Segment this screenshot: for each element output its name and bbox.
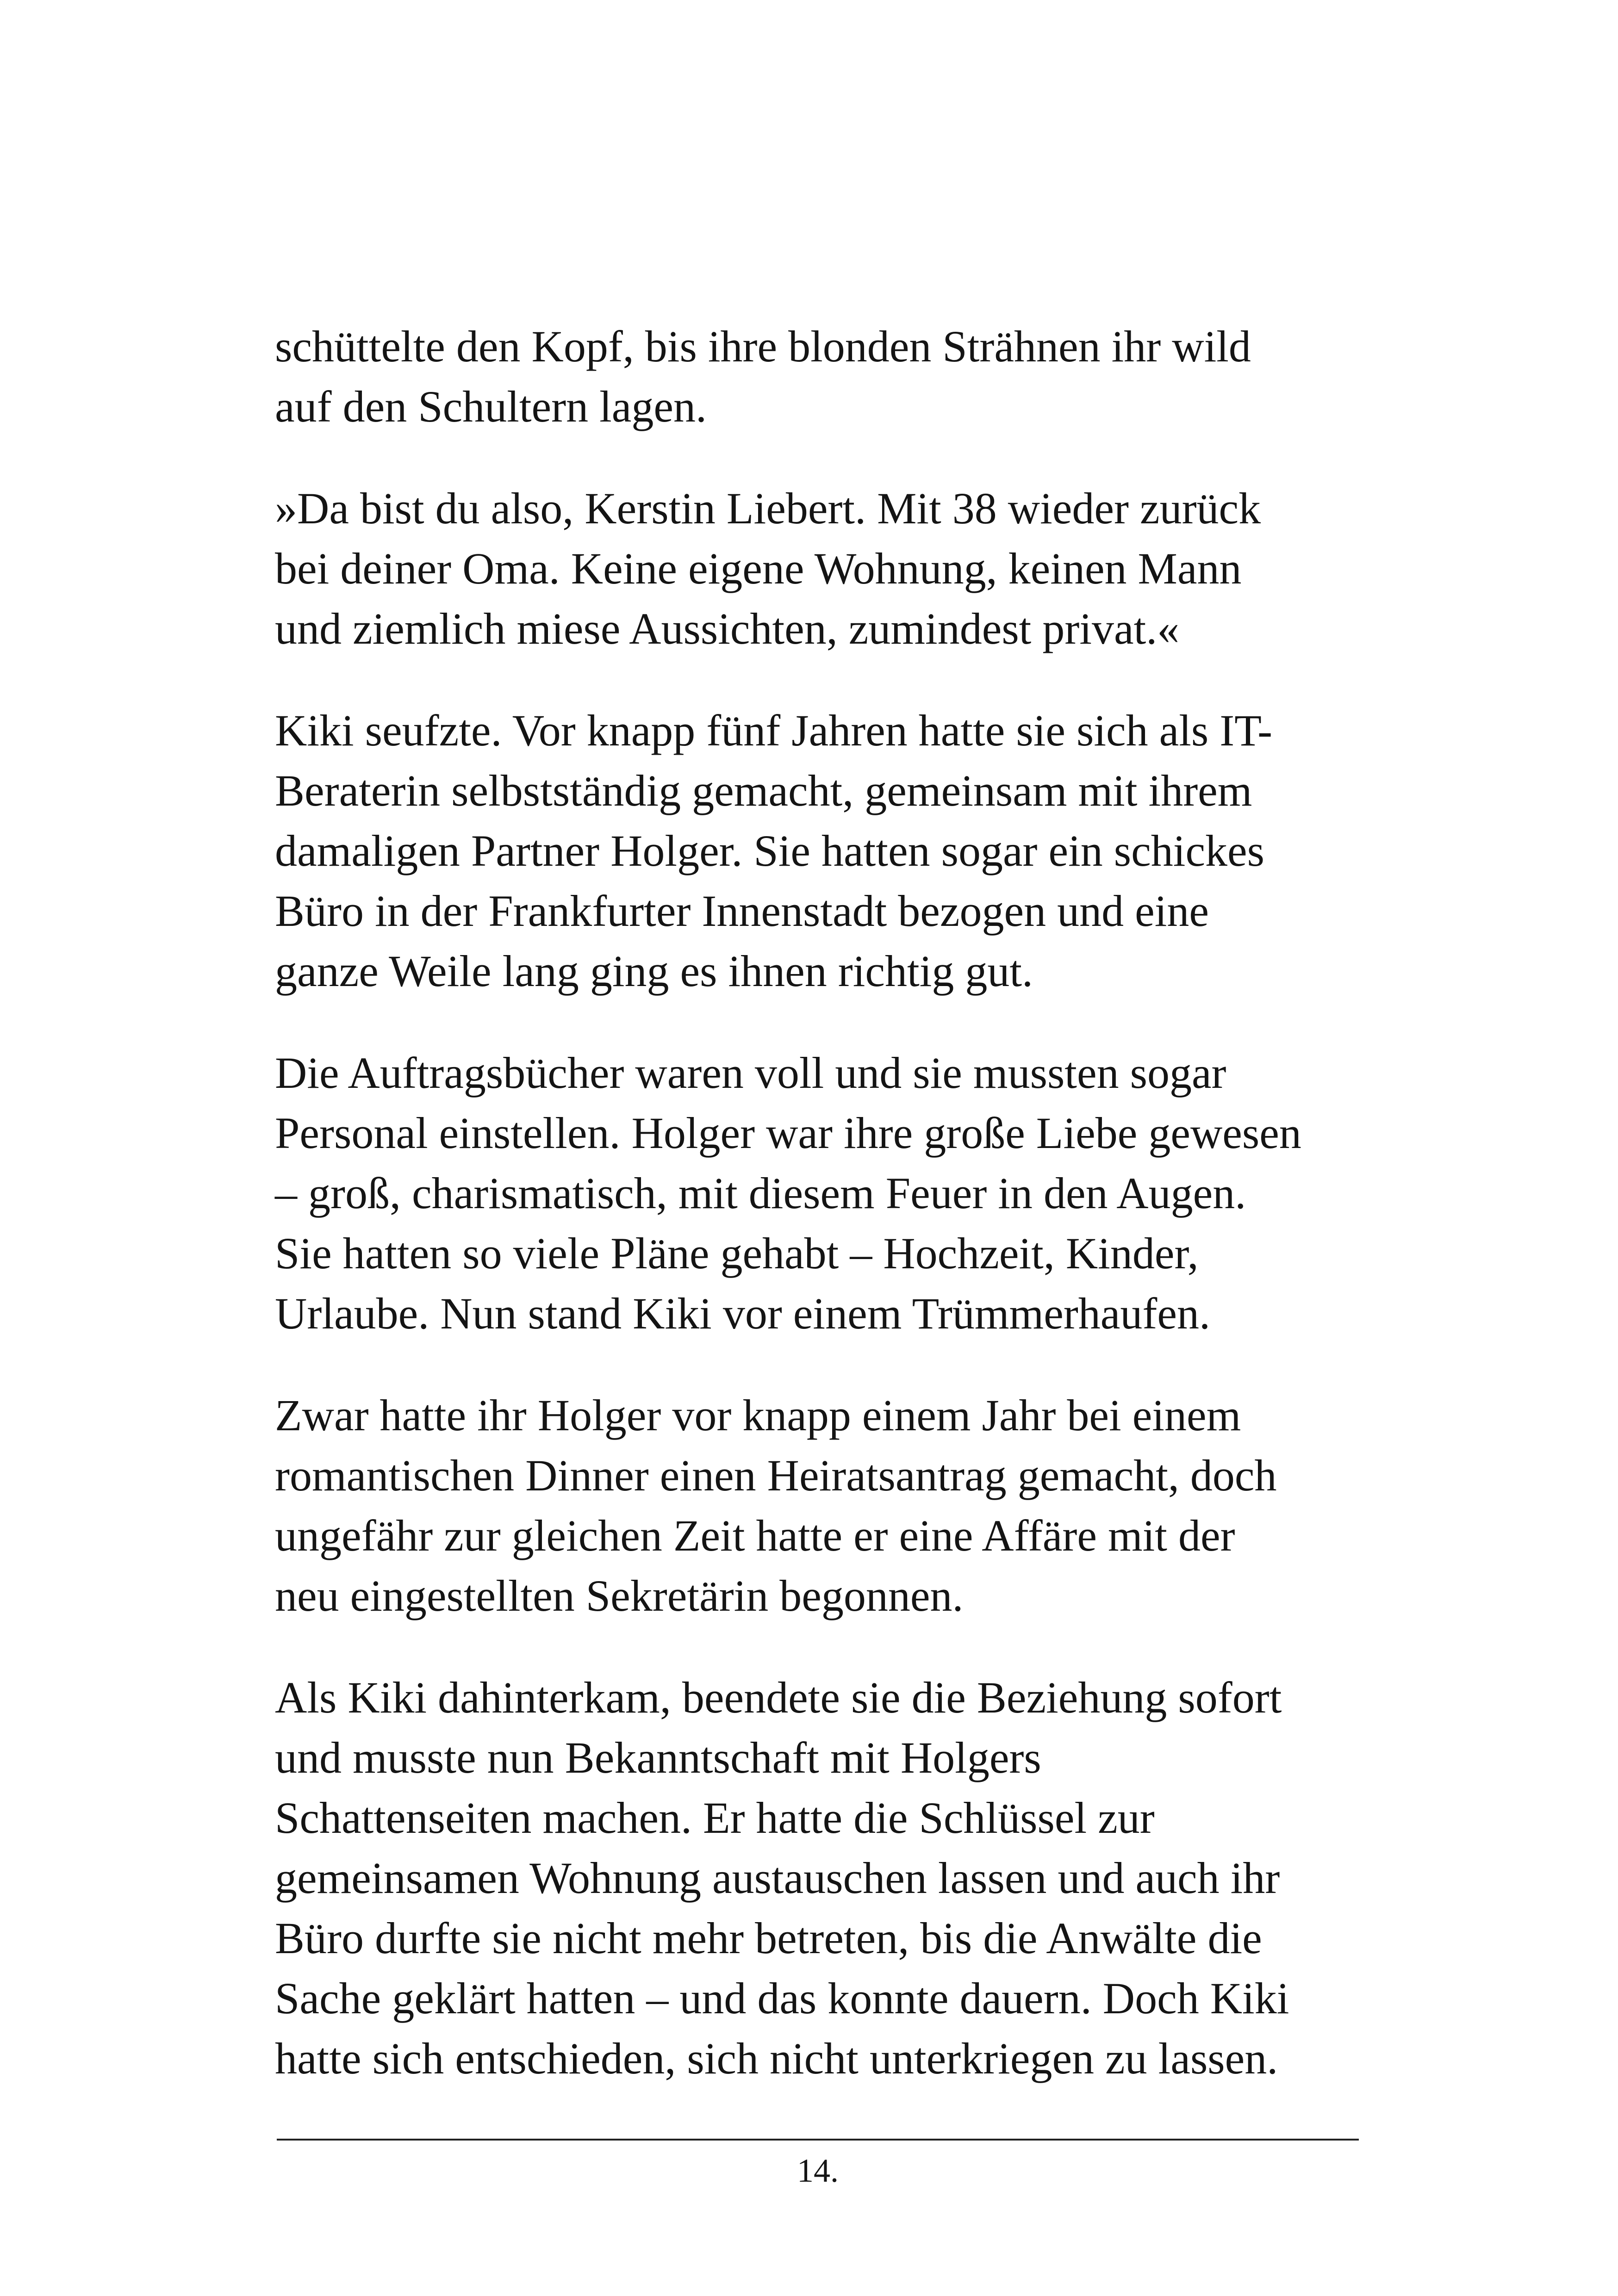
footer-rule (277, 2139, 1359, 2141)
text-line: schüttelte den Kopf, bis ihre blonden Strähnen ihr wild (275, 322, 1251, 371)
text-line: gemeinsamen Wohnung austauschen lassen und auch ihr (275, 1853, 1280, 1903)
text-line: Beraterin selbstständig gemacht, gemeinsam mit ihrem (275, 766, 1252, 815)
page-number: 14. (797, 2152, 839, 2189)
text-line: Schattenseiten machen. Er hatte die Schlüssel zur (275, 1793, 1155, 1843)
text-line: – groß, charismatisch, mit diesem Feuer in den Augen. (275, 1168, 1246, 1218)
text-line: Kiki seufzte. Vor knapp fünf Jahren hatte sie sich als IT- (275, 706, 1273, 755)
text-line: und ziemlich miese Aussichten, zumindest privat.« (275, 604, 1180, 653)
text-line: und musste nun Bekanntschaft mit Holgers (275, 1733, 1041, 1782)
text-line: hatte sich entschieden, sich nicht unterkriegen zu lassen. (275, 2034, 1278, 2083)
text-line: Die Auftragsbücher waren voll und sie mussten sogar (275, 1048, 1226, 1098)
text-line: Als Kiki dahinterkam, beendete sie die Beziehung sofort (275, 1673, 1282, 1722)
text-line: Zwar hatte ihr Holger vor knapp einem Jahr bei einem (275, 1390, 1241, 1440)
text-line: Büro in der Frankfurter Innenstadt bezogen und eine (275, 886, 1209, 936)
text-line: neu eingestellten Sekretärin begonnen. (275, 1571, 964, 1620)
text-line: auf den Schultern lagen. (275, 382, 707, 431)
text-line: bei deiner Oma. Keine eigene Wohnung, keinen Mann (275, 544, 1242, 593)
text-line: damaligen Partner Holger. Sie hatten sogar ein schickes (275, 826, 1265, 875)
text-line: Büro durfte sie nicht mehr betreten, bis die Anwälte die (275, 1913, 1262, 1963)
text-line: Sache geklärt hatten – und das konnte dauern. Doch Kiki (275, 1973, 1289, 2023)
text-line: romantischen Dinner einen Heiratsantrag gemacht, doch (275, 1451, 1277, 1500)
text-line: ungefähr zur gleichen Zeit hatte er eine Affäre mit der (275, 1511, 1235, 1560)
text-line: Personal einstellen. Holger war ihre große Liebe gewesen (275, 1108, 1301, 1158)
text-line: »Da bist du also, Kerstin Liebert. Mit 38 wieder zurück (275, 484, 1261, 533)
text-line: Urlaube. Nun stand Kiki vor einem Trümmerhaufen. (275, 1289, 1210, 1338)
text-line: Sie hatten so viele Pläne gehabt – Hochzeit, Kinder, (275, 1229, 1199, 1278)
text-line: ganze Weile lang ging es ihnen richtig gut. (275, 946, 1033, 996)
